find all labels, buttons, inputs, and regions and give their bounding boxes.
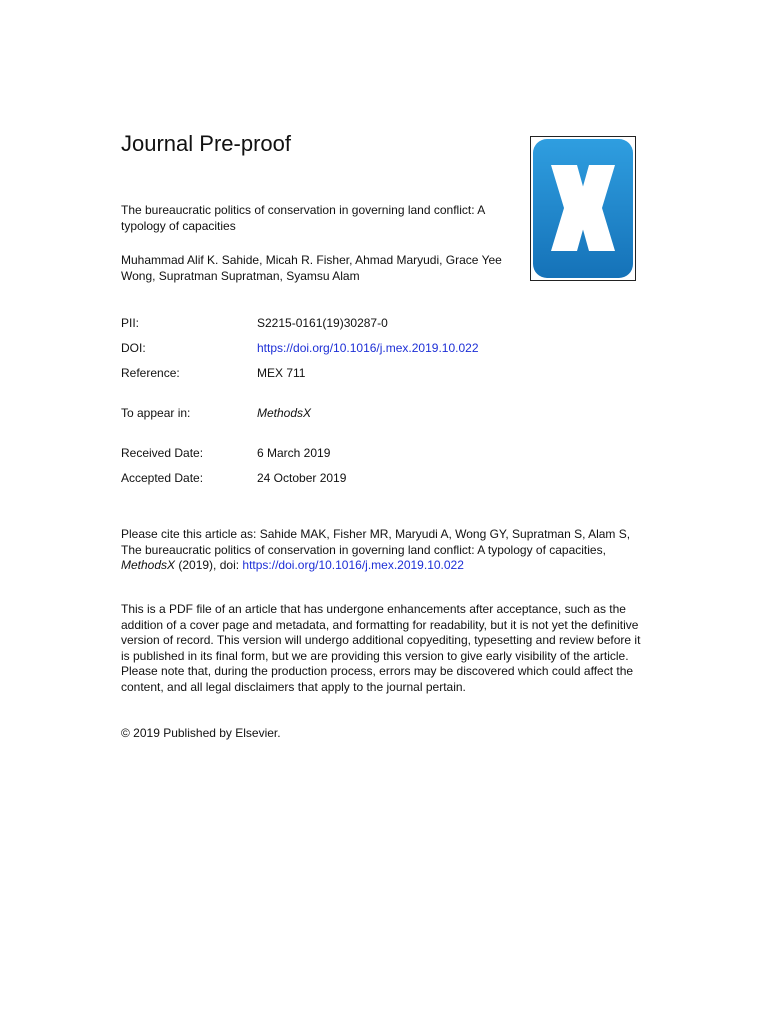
received-value: 6 March 2019 — [257, 446, 331, 460]
meta-appear-in — [121, 406, 641, 421]
reference-value: MEX 711 — [257, 366, 306, 380]
article-title: The bureaucratic politics of conservation in governing land conflict: A typology of capacities — [121, 203, 485, 233]
meta-accepted — [121, 471, 641, 486]
reference-label: Reference: — [121, 366, 180, 380]
doi-link[interactable]: https://doi.org/10.1016/j.mex.2019.10.022 — [257, 341, 479, 355]
citation-year: (2019), doi: — [175, 558, 243, 573]
article-authors: Muhammad Alif K. Sahide, Micah R. Fisher, Ahmad Maryudi, Grace Yee Wong, Supratman Supratman, Syamsu Alam — [121, 253, 502, 283]
notice-paragraph: This is a PDF file of an article that has undergone enhancements after acceptance, such as the addition of a cover page and metadata, and formatting for readability, but it is not yet the definitive version of record. This version will undergo additional copyediting, typesetting and review before it is published in its final form, but we are providing this version to give early visibility of the article. Please note that, during the production process, errors may be discovered which could affect the content, and all legal disclaimers that apply to the journal pertain. — [121, 602, 641, 694]
meta-received — [121, 446, 641, 461]
citation-prefix: Please cite this article as: Sahide MAK, Fisher MR, Maryudi A, Wong GY, Supratman S, Alam S, The bureaucratic politics of conservation in governing land conflict: A typology of capacities, — [121, 527, 631, 557]
pii-label: PII: — [121, 316, 140, 330]
meta-reference — [121, 366, 641, 381]
copyright-line: © 2019 Published by Elsevier. — [121, 726, 281, 740]
page-title: Journal Pre-proof — [121, 131, 291, 156]
appear-label: To appear in: — [121, 406, 191, 420]
methodsx-logo — [530, 136, 636, 281]
accepted-label: Accepted Date: — [121, 471, 204, 485]
citation-paragraph — [121, 527, 641, 574]
meta-doi — [121, 341, 641, 356]
citation-journal: MethodsX — [121, 558, 176, 573]
appear-value: MethodsX — [257, 406, 312, 420]
meta-pii — [121, 316, 641, 331]
citation-doi-link[interactable]: https://doi.org/10.1016/j.mex.2019.10.022 — [242, 558, 464, 573]
pii-value: S2215-0161(19)30287-0 — [257, 316, 388, 330]
methodsx-logo-icon — [531, 137, 635, 280]
received-label: Received Date: — [121, 446, 204, 460]
accepted-value: 24 October 2019 — [257, 471, 347, 485]
doi-label: DOI: — [121, 341, 146, 355]
